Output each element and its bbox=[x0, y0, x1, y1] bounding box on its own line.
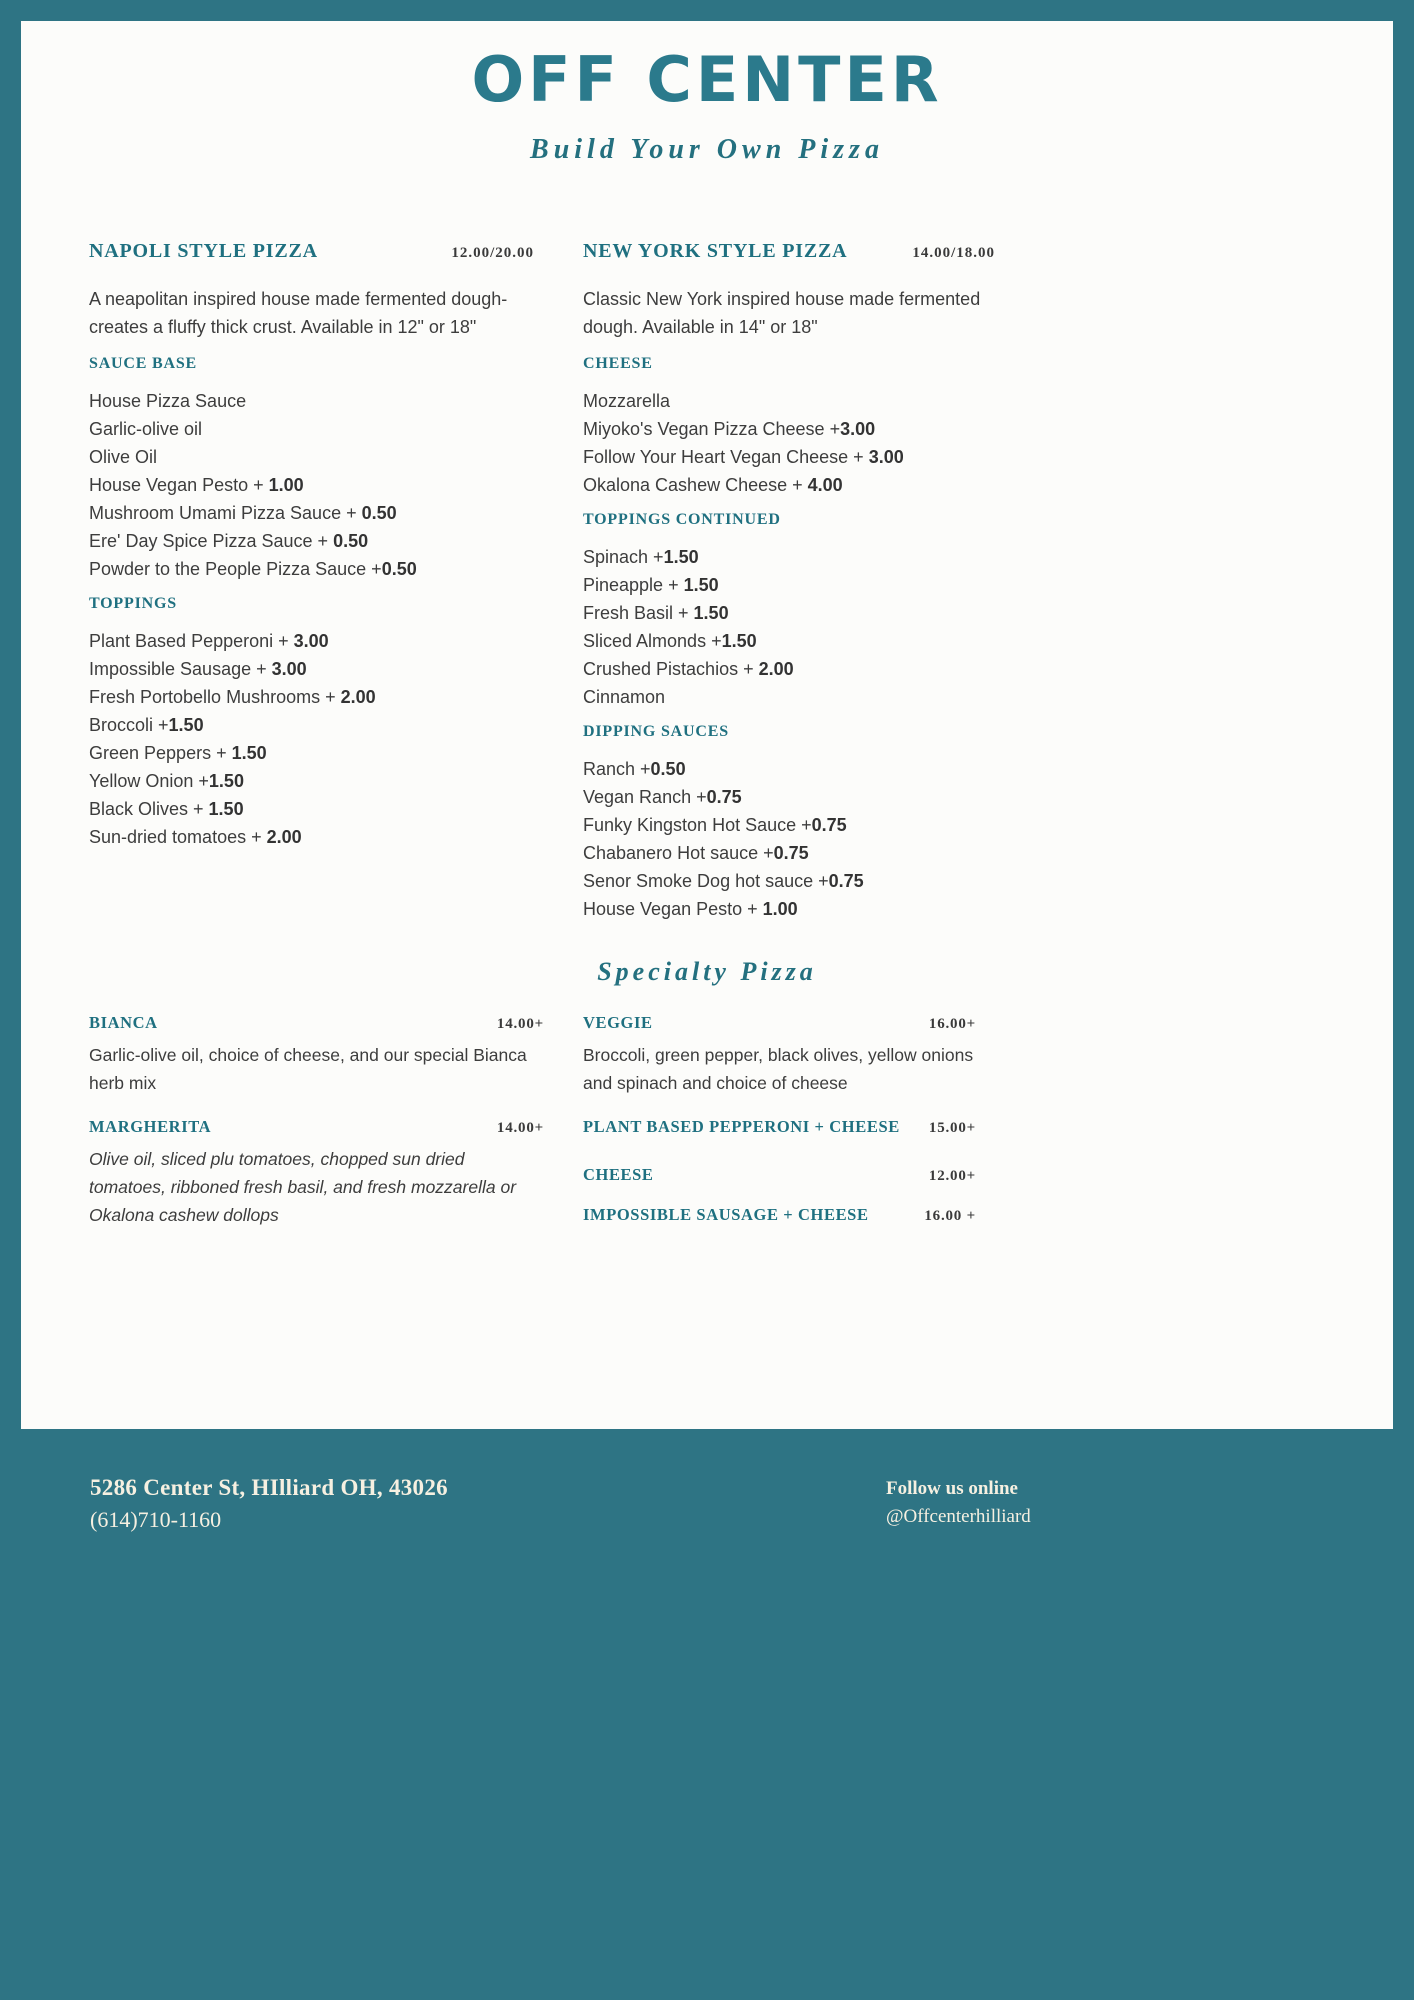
bianca-name: BIANCA bbox=[89, 1013, 158, 1032]
menu-item-price: 1.50 bbox=[208, 771, 244, 791]
address: 5286 Center St, HIlliard OH, 43026 bbox=[90, 1475, 448, 1500]
menu-item bbox=[89, 767, 534, 795]
menu-item-label: Olive Oil bbox=[89, 447, 158, 467]
menu-item-price: 3.00 bbox=[293, 631, 329, 651]
menu-item bbox=[89, 387, 534, 415]
menu-item bbox=[583, 811, 995, 839]
specialty-columns bbox=[21, 1013, 1393, 1229]
menu-item-label: Black Olives + bbox=[89, 799, 209, 819]
menu-item-price: 1.50 bbox=[231, 743, 267, 763]
menu-item-price: 1.00 bbox=[762, 899, 798, 919]
dipping-sauces-heading: DIPPING SAUCES bbox=[583, 723, 729, 740]
menu-item-label: Vegan Ranch + bbox=[583, 787, 707, 807]
menu-item-price: 0.75 bbox=[811, 815, 847, 835]
toppings-continued-list bbox=[583, 543, 995, 711]
veggie-block bbox=[583, 1013, 976, 1097]
restaurant-title: OFF CENTER bbox=[471, 43, 943, 116]
menu-item-label: Mozzarella bbox=[583, 391, 671, 411]
footer bbox=[0, 1429, 1414, 2000]
menu-item bbox=[89, 823, 534, 851]
menu-item-label: Pineapple + bbox=[583, 575, 684, 595]
new-york-heading: NEW YORK STYLE PIZZA bbox=[583, 240, 848, 262]
menu-item-label: Follow Your Heart Vegan Cheese + bbox=[583, 447, 869, 467]
plant-based-pepperoni-block bbox=[583, 1117, 976, 1137]
menu-item bbox=[89, 655, 534, 683]
menu-item-label: Senor Smoke Dog hot sauce + bbox=[583, 871, 829, 891]
bianca-block bbox=[89, 1013, 544, 1097]
veggie-name: VEGGIE bbox=[583, 1013, 653, 1032]
specialty-title: Specialty Pizza bbox=[597, 957, 817, 986]
footer-social bbox=[886, 1475, 1031, 1531]
toppings-list bbox=[89, 627, 534, 851]
menu-item bbox=[583, 415, 995, 443]
margherita-block bbox=[89, 1117, 544, 1229]
impossible-sausage-heading-row bbox=[583, 1205, 976, 1225]
menu-item-price: 1.00 bbox=[268, 475, 304, 495]
plant-based-pepperoni-heading-row bbox=[583, 1117, 976, 1137]
menu-item-label: Fresh Portobello Mushrooms + bbox=[89, 687, 341, 707]
veggie-heading-row bbox=[583, 1013, 976, 1033]
new-york-price: 14.00/18.00 bbox=[912, 245, 995, 261]
plant-based-pepperoni-name: PLANT BASED PEPPERONI + CHEESE bbox=[583, 1117, 900, 1136]
specialty-left-column bbox=[89, 1013, 544, 1229]
menu-item-price: 1.50 bbox=[663, 547, 699, 567]
menu-item-price: 0.50 bbox=[333, 531, 369, 551]
cheese-pizza-price: 12.00+ bbox=[928, 1168, 976, 1184]
menu-item-price: 3.00 bbox=[868, 447, 904, 467]
menu-item-price: 4.00 bbox=[807, 475, 843, 495]
menu-item bbox=[89, 711, 534, 739]
menu-item-price: 1.50 bbox=[168, 715, 204, 735]
sauce-base-heading: SAUCE BASE bbox=[89, 355, 198, 372]
sauce-base-list bbox=[89, 387, 534, 583]
menu-item bbox=[583, 683, 995, 711]
plant-based-pepperoni-price: 15.00+ bbox=[928, 1120, 976, 1136]
menu-item-label: Cinnamon bbox=[583, 687, 666, 707]
new-york-column bbox=[583, 240, 995, 923]
menu-item bbox=[583, 895, 995, 923]
menu-item bbox=[583, 471, 995, 499]
menu-item bbox=[583, 783, 995, 811]
phone-number: (614)710-1160 bbox=[90, 1507, 222, 1532]
menu-item-label: Impossible Sausage + bbox=[89, 659, 272, 679]
menu-item-price: 1.50 bbox=[693, 603, 729, 623]
new-york-description: Classic New York inspired house made fermented dough. Available in 14" or 18" bbox=[583, 289, 981, 337]
cheese-pizza-block bbox=[583, 1165, 976, 1185]
napoli-column bbox=[89, 240, 534, 923]
veggie-price: 16.00+ bbox=[928, 1016, 976, 1032]
menu-item bbox=[583, 443, 995, 471]
menu-item-label: Sliced Almonds + bbox=[583, 631, 722, 651]
menu-item-label: Chabanero Hot sauce + bbox=[583, 843, 774, 863]
menu-item-label: Okalona Cashew Cheese + bbox=[583, 475, 808, 495]
menu-item-label: Ranch + bbox=[583, 759, 651, 779]
impossible-sausage-block bbox=[583, 1205, 976, 1225]
menu-item-label: Yellow Onion + bbox=[89, 771, 209, 791]
menu-item bbox=[583, 543, 995, 571]
menu-paper bbox=[21, 21, 1393, 1429]
menu-item-label: Garlic-olive oil bbox=[89, 419, 203, 439]
menu-item bbox=[89, 415, 534, 443]
menu-item bbox=[583, 387, 995, 415]
menu-item-label: Plant Based Pepperoni + bbox=[89, 631, 294, 651]
menu-item-label: Miyoko's Vegan Pizza Cheese + bbox=[583, 419, 841, 439]
margherita-description: Olive oil, sliced plu tomatoes, chopped sun dried tomatoes, ribboned fresh basil, and fresh mozzarella or Okalona cashew dollops bbox=[89, 1149, 517, 1225]
menu-item-label: Crushed Pistachios + bbox=[583, 659, 759, 679]
margherita-price: 14.00+ bbox=[496, 1120, 544, 1136]
cheese-heading: CHEESE bbox=[583, 355, 653, 372]
cheese-pizza-name: CHEESE bbox=[583, 1165, 654, 1184]
menu-item bbox=[583, 655, 995, 683]
specialty-right-column bbox=[583, 1013, 976, 1229]
menu-item-label: Powder to the People Pizza Sauce + bbox=[89, 559, 382, 579]
impossible-sausage-name: IMPOSSIBLE SAUSAGE + CHEESE bbox=[583, 1205, 869, 1224]
dipping-sauces-list bbox=[583, 755, 995, 923]
menu-item bbox=[583, 839, 995, 867]
margherita-heading-row bbox=[89, 1117, 544, 1137]
new-york-heading-row bbox=[583, 240, 995, 263]
menu-item-price: 0.75 bbox=[828, 871, 864, 891]
cheese-pizza-heading-row bbox=[583, 1165, 976, 1185]
napoli-description: A neapolitan inspired house made fermented dough- creates a fluffy thick crust. Available in 12" or 18" bbox=[89, 289, 508, 337]
bianca-description: Garlic-olive oil, choice of cheese, and our special Bianca herb mix bbox=[89, 1045, 527, 1093]
social-handle: @Offcenterhilliard bbox=[886, 1506, 1031, 1527]
menu-item bbox=[89, 555, 534, 583]
follow-us-label: Follow us online bbox=[886, 1478, 1018, 1499]
footer-contact bbox=[90, 1472, 448, 1536]
menu-item bbox=[583, 867, 995, 895]
menu-item-price: 0.50 bbox=[381, 559, 417, 579]
menu-item-price: 2.00 bbox=[266, 827, 302, 847]
impossible-sausage-price: 16.00 + bbox=[924, 1208, 976, 1224]
menu-item-price: 0.50 bbox=[650, 759, 686, 779]
menu-item-price: 2.00 bbox=[758, 659, 794, 679]
build-your-own-columns bbox=[21, 240, 1393, 923]
menu-subtitle: Build Your Own Pizza bbox=[530, 134, 884, 165]
menu-item-price: 1.50 bbox=[208, 799, 244, 819]
menu-item bbox=[583, 571, 995, 599]
menu-item bbox=[89, 527, 534, 555]
margherita-name: MARGHERITA bbox=[89, 1117, 212, 1136]
menu-item-price: 3.00 bbox=[271, 659, 307, 679]
menu-item-price: 1.50 bbox=[683, 575, 719, 595]
napoli-price: 12.00/20.00 bbox=[451, 245, 534, 261]
menu-item-label: House Pizza Sauce bbox=[89, 391, 247, 411]
napoli-heading: NAPOLI STYLE PIZZA bbox=[89, 240, 318, 262]
menu-item-label: Green Peppers + bbox=[89, 743, 232, 763]
cheese-list bbox=[583, 387, 995, 499]
menu-item-price: 2.00 bbox=[340, 687, 376, 707]
menu-item bbox=[89, 499, 534, 527]
menu-item-label: Sun-dried tomatoes + bbox=[89, 827, 267, 847]
napoli-heading-row bbox=[89, 240, 534, 263]
veggie-description: Broccoli, green pepper, black olives, yellow onions and spinach and choice of cheese bbox=[583, 1045, 974, 1093]
menu-item-label: Mushroom Umami Pizza Sauce + bbox=[89, 503, 362, 523]
menu-item bbox=[89, 627, 534, 655]
toppings-heading: TOPPINGS bbox=[89, 595, 177, 612]
bianca-price: 14.00+ bbox=[496, 1016, 544, 1032]
menu-item-label: Ere' Day Spice Pizza Sauce + bbox=[89, 531, 334, 551]
bianca-heading-row bbox=[89, 1013, 544, 1033]
menu-item-price: 0.50 bbox=[361, 503, 397, 523]
menu-item-price: 3.00 bbox=[840, 419, 876, 439]
menu-item-label: Spinach + bbox=[583, 547, 664, 567]
menu-item-label: Broccoli + bbox=[89, 715, 169, 735]
menu-item-label: House Vegan Pesto + bbox=[583, 899, 763, 919]
menu-item bbox=[89, 683, 534, 711]
menu-item-price: 0.75 bbox=[773, 843, 809, 863]
menu-item-label: Funky Kingston Hot Sauce + bbox=[583, 815, 812, 835]
menu-item bbox=[583, 627, 995, 655]
menu-item bbox=[583, 755, 995, 783]
menu-item bbox=[89, 739, 534, 767]
menu-item-price: 1.50 bbox=[721, 631, 757, 651]
toppings-continued-heading: TOPPINGS CONTINUED bbox=[583, 511, 781, 528]
menu-item bbox=[89, 471, 534, 499]
menu-item-label: House Vegan Pesto + bbox=[89, 475, 269, 495]
menu-item-label: Fresh Basil + bbox=[583, 603, 694, 623]
menu-item bbox=[583, 599, 995, 627]
menu-item bbox=[89, 795, 534, 823]
menu-item bbox=[89, 443, 534, 471]
menu-item-price: 0.75 bbox=[706, 787, 742, 807]
